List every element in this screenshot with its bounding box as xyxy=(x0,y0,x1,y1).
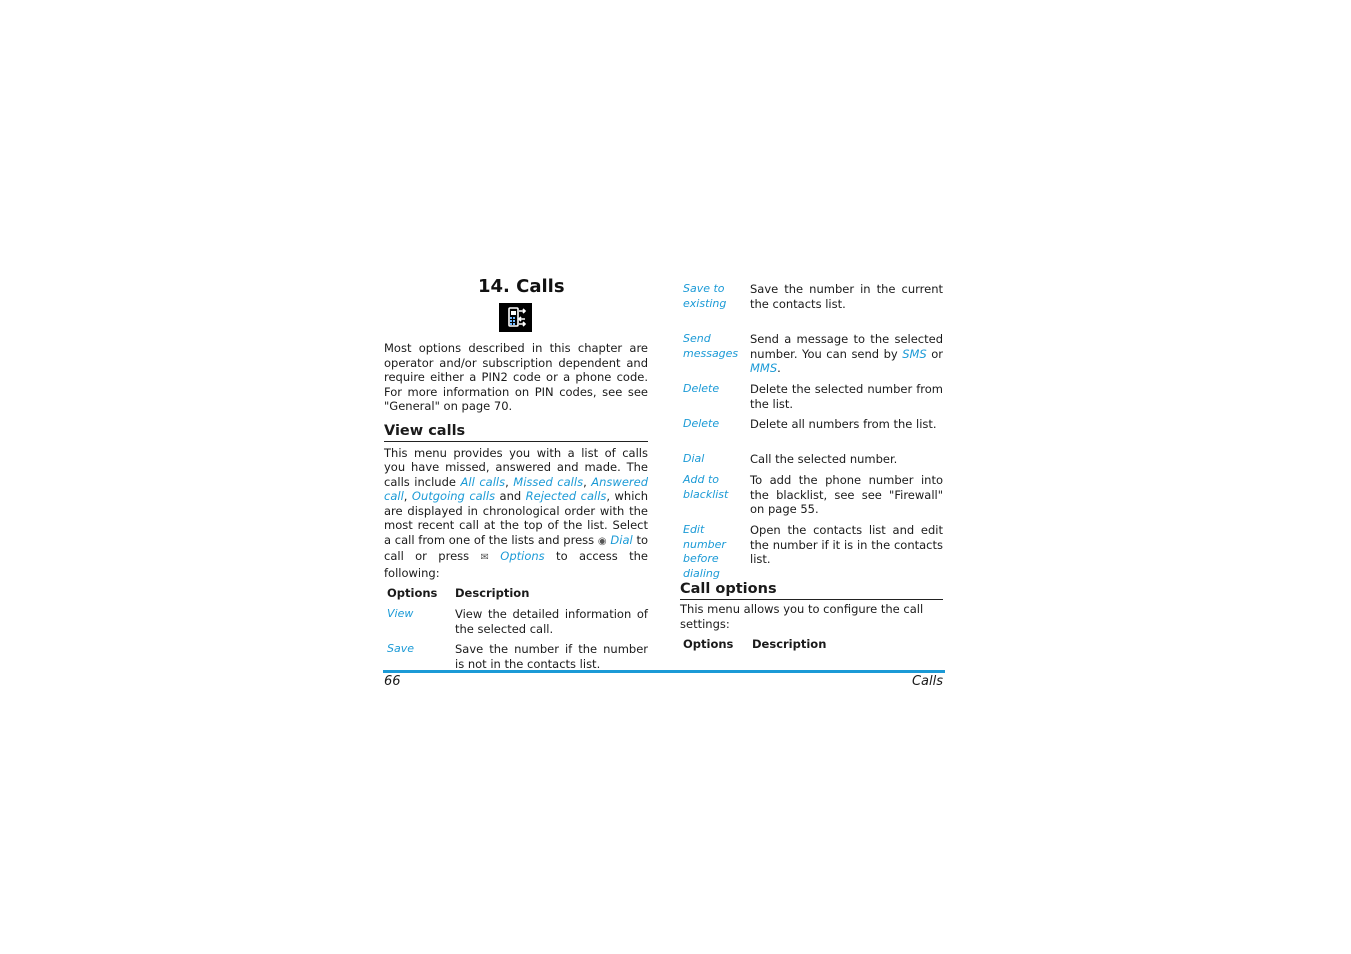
right-column xyxy=(680,282,943,651)
footer-rule xyxy=(383,670,945,673)
options-header: Options xyxy=(683,637,734,651)
call-options-heading: Call options xyxy=(680,581,943,600)
text-run: This menu provides you with a list of calls you have missed, answered and made. The calls include xyxy=(384,445,648,489)
intro-paragraph: Most options described in this chapter are operator and/or subscription dependent and require either a PIN2 code or a phone code. For more information on PIN codes, see see "General" on page 70. xyxy=(384,341,648,413)
description-cell: Save the number if the number is not in the contacts list. xyxy=(455,642,648,671)
view-calls-paragraph xyxy=(384,446,648,581)
link-outgoing-calls[interactable]: Outgoing calls xyxy=(411,489,496,503)
table-row xyxy=(680,382,943,417)
text-run: , xyxy=(403,489,412,503)
dial-key-icon: ◉ xyxy=(597,535,607,547)
link-dial[interactable]: Dial xyxy=(610,532,633,547)
option-cell: Save to existing xyxy=(683,282,727,310)
link-options[interactable]: Options xyxy=(500,549,545,563)
text-run: to call or press xyxy=(384,532,648,563)
view-calls-heading: View calls xyxy=(384,423,648,442)
text-run: to access the following: xyxy=(384,549,648,580)
table-row xyxy=(680,452,943,473)
description-cell: View the detailed information of the selected call. xyxy=(455,607,648,636)
option-cell: Send messages xyxy=(683,332,739,360)
text-run: , which are displayed in chronological order with the most recent call at the top of the list. Select a call from one of the lists and press xyxy=(384,489,649,547)
description-header: Description xyxy=(752,637,827,651)
table-row xyxy=(680,332,943,382)
option-cell: Edit number before dialing xyxy=(683,523,726,580)
table-row xyxy=(384,642,648,671)
call-options-intro: This menu allows you to configure the call settings: xyxy=(680,602,924,631)
running-footer-title: Calls xyxy=(911,674,943,689)
text-run: Save the number in the current the contacts list. xyxy=(750,282,943,311)
text-run: Send a message to the selected number. You can send by xyxy=(750,332,943,361)
calls-icon xyxy=(499,303,532,332)
link-sms[interactable]: SMS xyxy=(902,346,927,361)
options-key-icon: ✉ xyxy=(480,552,489,563)
chapter-title: 14. Calls xyxy=(478,276,565,297)
text-run: , xyxy=(505,474,514,489)
text-run: . xyxy=(777,361,781,375)
table-row xyxy=(680,282,943,332)
link-mms[interactable]: MMS xyxy=(750,361,778,375)
table-row xyxy=(680,417,943,452)
option-cell: Dial xyxy=(683,452,705,465)
link-all-calls[interactable]: All calls xyxy=(460,474,506,489)
table-row xyxy=(680,473,943,523)
table-row xyxy=(384,607,648,636)
left-column xyxy=(384,341,648,671)
description-header: Description xyxy=(455,586,530,600)
table-row xyxy=(680,523,943,581)
call-options-table-header xyxy=(680,637,943,651)
description-cell: Open the contacts list and edit the number if it is in the contacts list. xyxy=(750,523,943,566)
description-cell xyxy=(750,332,943,382)
description-cell: Delete all numbers from the list. xyxy=(750,417,937,431)
link-answered-call[interactable]: Answered call xyxy=(384,474,648,503)
description-cell: Call the selected number. xyxy=(750,452,898,466)
option-cell: Delete xyxy=(683,382,720,395)
description-cell: Delete the selected number from the list. xyxy=(750,382,943,411)
options-header: Options xyxy=(387,586,438,600)
description-cell: To add the phone number into the blacklist, see see "Firewall" on page 55. xyxy=(750,473,943,516)
text-run: and xyxy=(495,489,526,503)
page-number: 66 xyxy=(384,674,401,689)
link-missed-calls[interactable]: Missed calls xyxy=(513,474,584,489)
option-cell: Save xyxy=(387,642,415,655)
text-run: , xyxy=(583,474,592,489)
option-cell: Add to blacklist xyxy=(683,473,729,501)
link-rejected-calls[interactable]: Rejected calls xyxy=(525,489,607,503)
view-calls-table-header xyxy=(384,586,648,600)
description-cell xyxy=(750,282,943,332)
option-cell: View xyxy=(387,607,414,620)
option-cell: Delete xyxy=(683,417,720,430)
text-run: or xyxy=(926,346,943,361)
